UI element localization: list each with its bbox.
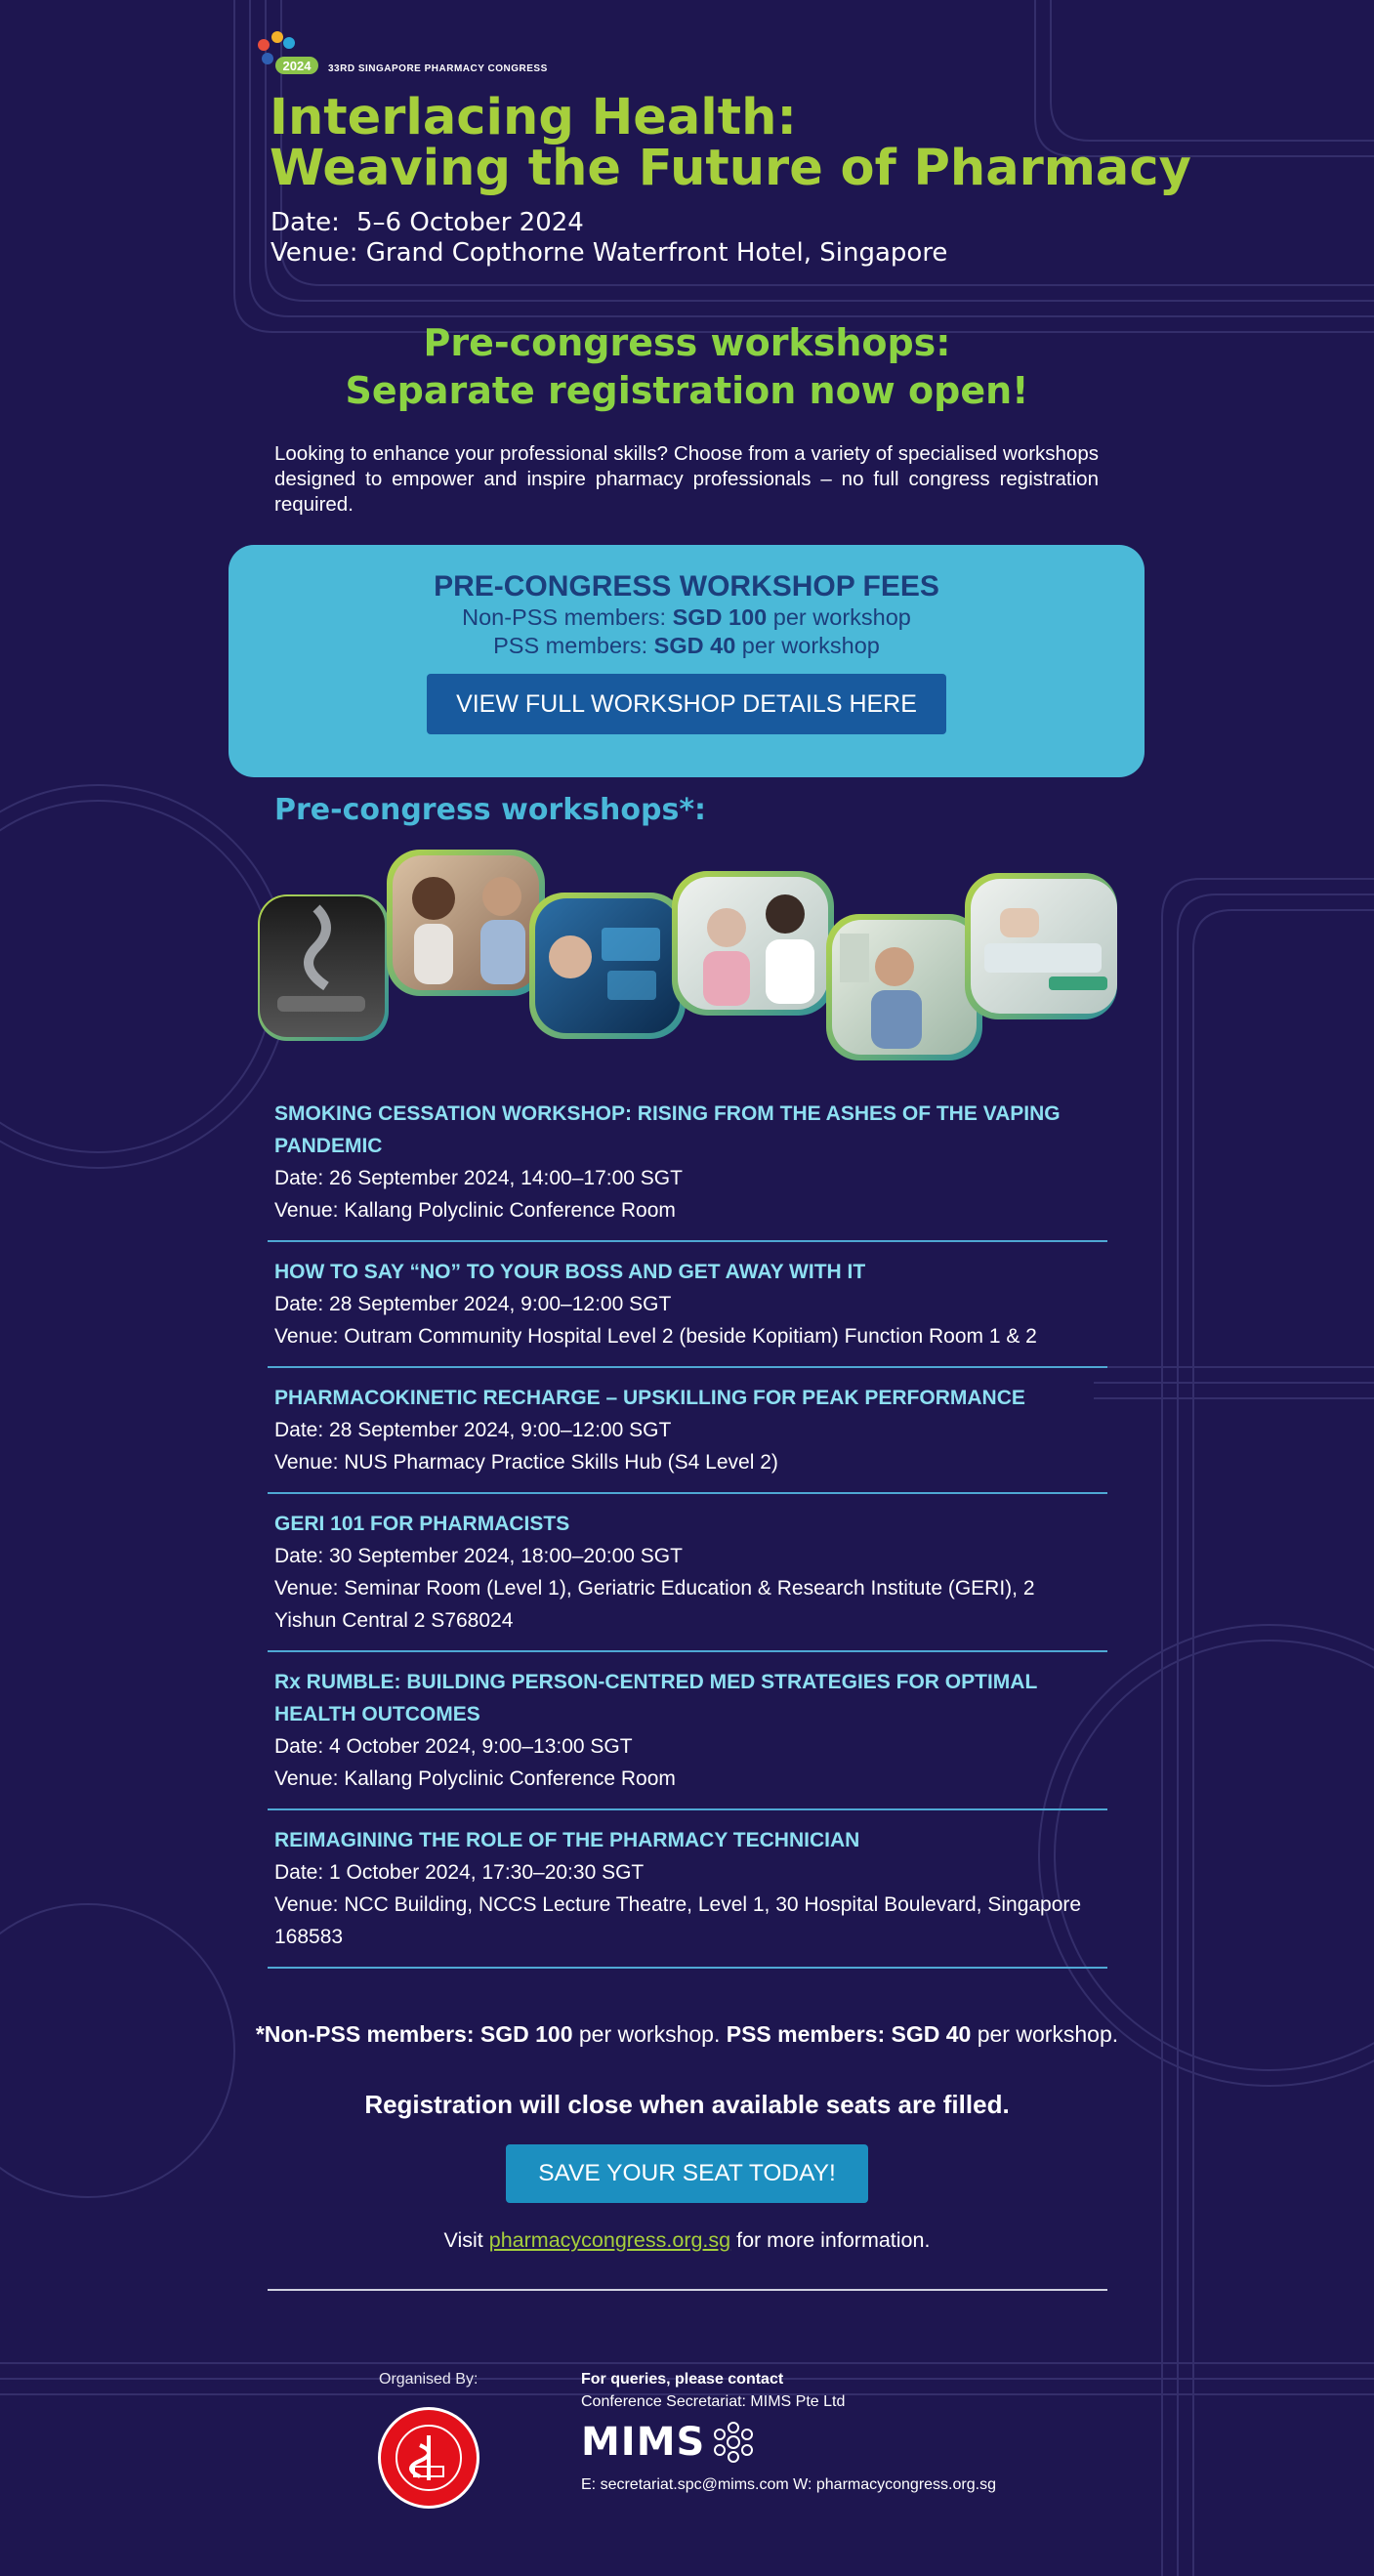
congress-logo [254, 23, 548, 78]
intro-paragraph: Looking to enhance your professional skills? Choose from a variety of specialised workshops designed to empower and inspire pharmacy professionals – no full congress registration required. [274, 442, 1099, 516]
visit-line: Visit pharmacycongress.org.sg for more information. [443, 2228, 931, 2252]
congress-logo-text: 33RD SINGAPORE PHARMACY CONGRESS [328, 63, 548, 74]
photo-dispensing [965, 873, 1117, 1019]
event-details [271, 208, 947, 269]
photo-vaping [258, 894, 389, 1041]
workshop-photo-collage [258, 850, 1117, 1064]
photo-pharmacy-counter [826, 914, 982, 1060]
workshops-heading: Pre-congress workshops*: [274, 793, 707, 827]
pss-logo [377, 2406, 480, 2510]
workshop-date: Date: 30 September 2024, 18:00–20:00 SGT [274, 1545, 683, 1567]
contact-info: E: secretariat.spc@mims.com W: pharmacycongress.org.sg [581, 2476, 996, 2493]
workshop-title: PHARMACOKINETIC RECHARGE – UPSKILLING FOR PEAK PERFORMANCE [274, 1387, 1025, 1409]
workshop-venue: Venue: NUS Pharmacy Practice Skills Hub (S4 Level 2) [274, 1451, 778, 1474]
title-line-2: Weaving the Future of Pharmacy [270, 140, 1191, 197]
list-item [268, 1652, 1107, 1810]
workshop-title: REIMAGINING THE ROLE OF THE PHARMACY TECHNICIAN [274, 1829, 860, 1851]
congress-website-link[interactable]: pharmacycongress.org.sg [488, 2228, 731, 2252]
workshop-date: Date: 4 October 2024, 9:00–13:00 SGT [274, 1735, 633, 1758]
workshop-list [268, 1084, 1107, 1969]
save-your-seat-button[interactable]: SAVE YOUR SEAT TODAY! [506, 2144, 868, 2203]
event-date: Date: 5–6 October 2024 [271, 208, 584, 237]
mims-logo [581, 2418, 756, 2467]
workshop-date: Date: 26 September 2024, 14:00–17:00 SGT [274, 1167, 683, 1189]
photo-conversation [387, 850, 545, 996]
workshop-venue: Venue: NCC Building, NCCS Lecture Theatre, Level 1, 30 Hospital Boulevard, Singapore 168583 [274, 1893, 1082, 1948]
title-line-1: Interlacing Health: [270, 89, 797, 146]
footer-divider [268, 2289, 1107, 2291]
page-title [270, 89, 1191, 197]
workshop-venue: Venue: Kallang Polyclinic Conference Room [274, 1199, 676, 1222]
fee-pss: PSS members: SGD 40 per workshop [493, 633, 880, 658]
list-item [268, 1494, 1107, 1652]
list-item [268, 1810, 1107, 1969]
photo-data-analysis [529, 893, 686, 1039]
list-item [268, 1242, 1107, 1368]
congress-logo-icon [254, 29, 320, 78]
queries-heading: For queries, please contact [581, 2371, 784, 2388]
molecule-icon [711, 2420, 756, 2465]
secretariat-info: Conference Secretariat: MIMS Pte Ltd [581, 2393, 846, 2410]
workshop-date: Date: 1 October 2024, 17:30–20:30 SGT [274, 1861, 645, 1884]
announcement-title: Pre-congress workshops: Separate registration now open! [345, 321, 1029, 412]
workshop-venue: Venue: Seminar Room (Level 1), Geriatric Education & Research Institute (GERI), 2 Yishun Central 2 S768024 [274, 1577, 1035, 1632]
logo-year: 2024 [282, 59, 312, 73]
workshop-venue: Venue: Kallang Polyclinic Conference Room [274, 1767, 676, 1790]
list-item [268, 1368, 1107, 1494]
pricing-note: *Non-PSS members: SGD 100 per workshop. PSS members: SGD 40 per workshop. [255, 2021, 1119, 2047]
photo-pharmacist-elderly [672, 871, 834, 1016]
organised-by-label: Organised By: [379, 2371, 479, 2388]
view-workshop-details-button[interactable]: VIEW FULL WORKSHOP DETAILS HERE [427, 674, 946, 734]
workshop-fees-panel [229, 545, 1145, 777]
list-item [268, 1084, 1107, 1242]
workshop-date: Date: 28 September 2024, 9:00–12:00 SGT [274, 1419, 672, 1441]
fee-nonpss: Non-PSS members: SGD 100 per workshop [462, 604, 911, 630]
mims-wordmark: MIMS [581, 2420, 706, 2465]
workshop-title: Rx RUMBLE: BUILDING PERSON-CENTRED MED STRATEGIES FOR OPTIMAL HEALTH OUTCOMES [274, 1671, 1037, 1725]
fees-title: PRE-CONGRESS WORKSHOP FEES [434, 570, 939, 602]
workshop-title: GERI 101 FOR PHARMACISTS [274, 1513, 570, 1535]
event-venue: Venue: Grand Copthorne Waterfront Hotel, Singapore [271, 238, 948, 268]
workshop-title: HOW TO SAY “NO” TO YOUR BOSS AND GET AWAY WITH IT [274, 1261, 866, 1283]
workshop-title: SMOKING CESSATION WORKSHOP: RISING FROM THE ASHES OF THE VAPING PANDEMIC [274, 1102, 1061, 1157]
workshop-venue: Venue: Outram Community Hospital Level 2 (beside Kopitiam) Function Room 1 & 2 [274, 1325, 1037, 1348]
registration-close-note: Registration will close when available seats are filled. [364, 2090, 1010, 2119]
workshop-date: Date: 28 September 2024, 9:00–12:00 SGT [274, 1293, 672, 1315]
